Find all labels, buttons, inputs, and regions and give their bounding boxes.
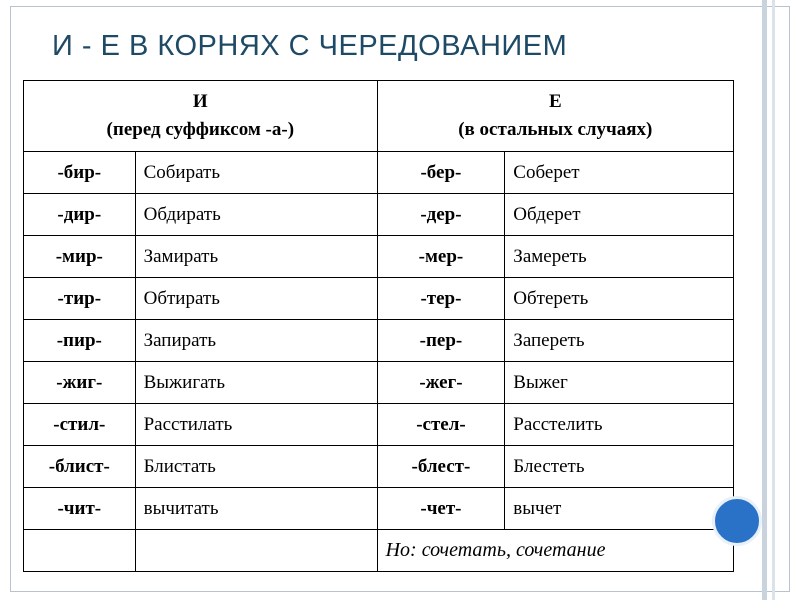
root-e: -пер- [377,320,505,362]
word-e: Блестеть [505,446,734,488]
header-i [24,81,378,152]
root-i: -жиг- [24,362,136,404]
word-i: Собирать [135,152,377,194]
root-e: -стел- [377,404,505,446]
table-row [24,446,734,488]
table-row [24,152,734,194]
empty-cell [24,530,136,572]
header-i-rule: (перед суффиксом -а-) [106,119,295,140]
word-i: Обтирать [135,278,377,320]
word-e: Обтереть [505,278,734,320]
root-e: -тер- [377,278,505,320]
word-i: Расстилать [135,404,377,446]
word-e: Расстелить [505,404,734,446]
word-i: Обдирать [135,194,377,236]
decorative-circle [712,496,762,546]
root-e: -чет- [377,488,505,530]
root-e: -бер- [377,152,505,194]
table-row-note [24,530,734,572]
word-i: Замирать [135,236,377,278]
word-e: Выжег [505,362,734,404]
root-i: -тир- [24,278,136,320]
word-e: Запереть [505,320,734,362]
slide-title: И - Е В КОРНЯХ С ЧЕРЕДОВАНИЕМ [52,30,568,62]
root-i: -бир- [24,152,136,194]
table-row [24,278,734,320]
word-e: Соберет [505,152,734,194]
header-i-letter: И [192,91,208,112]
root-i: -пир- [24,320,136,362]
root-i: -блист- [24,446,136,488]
table-row [24,362,734,404]
table-row [24,488,734,530]
root-i: -дир- [24,194,136,236]
table-row [24,320,734,362]
table-row [24,404,734,446]
table-header-row [24,81,734,152]
word-e: Замереть [505,236,734,278]
header-e-letter: Е [548,91,562,112]
header-e [377,81,733,152]
empty-cell [135,530,377,572]
word-e: Обдерет [505,194,734,236]
exception-note: Но: сочетать, сочетание [377,530,733,572]
root-e: -жег- [377,362,505,404]
root-e: -мер- [377,236,505,278]
slide-frame-bar-thin [772,0,775,600]
root-i: -мир- [24,236,136,278]
root-e: -блест- [377,446,505,488]
root-e: -дер- [377,194,505,236]
slide-frame-bar [762,0,767,600]
word-i: Блистать [135,446,377,488]
alternation-table [23,80,734,572]
table-row [24,194,734,236]
table-row [24,236,734,278]
root-i: -стил- [24,404,136,446]
root-i: -чит- [24,488,136,530]
word-e: вычет [505,488,734,530]
header-e-rule: (в остальных случаях) [458,119,653,140]
word-i: вычитать [135,488,377,530]
word-i: Выжигать [135,362,377,404]
word-i: Запирать [135,320,377,362]
